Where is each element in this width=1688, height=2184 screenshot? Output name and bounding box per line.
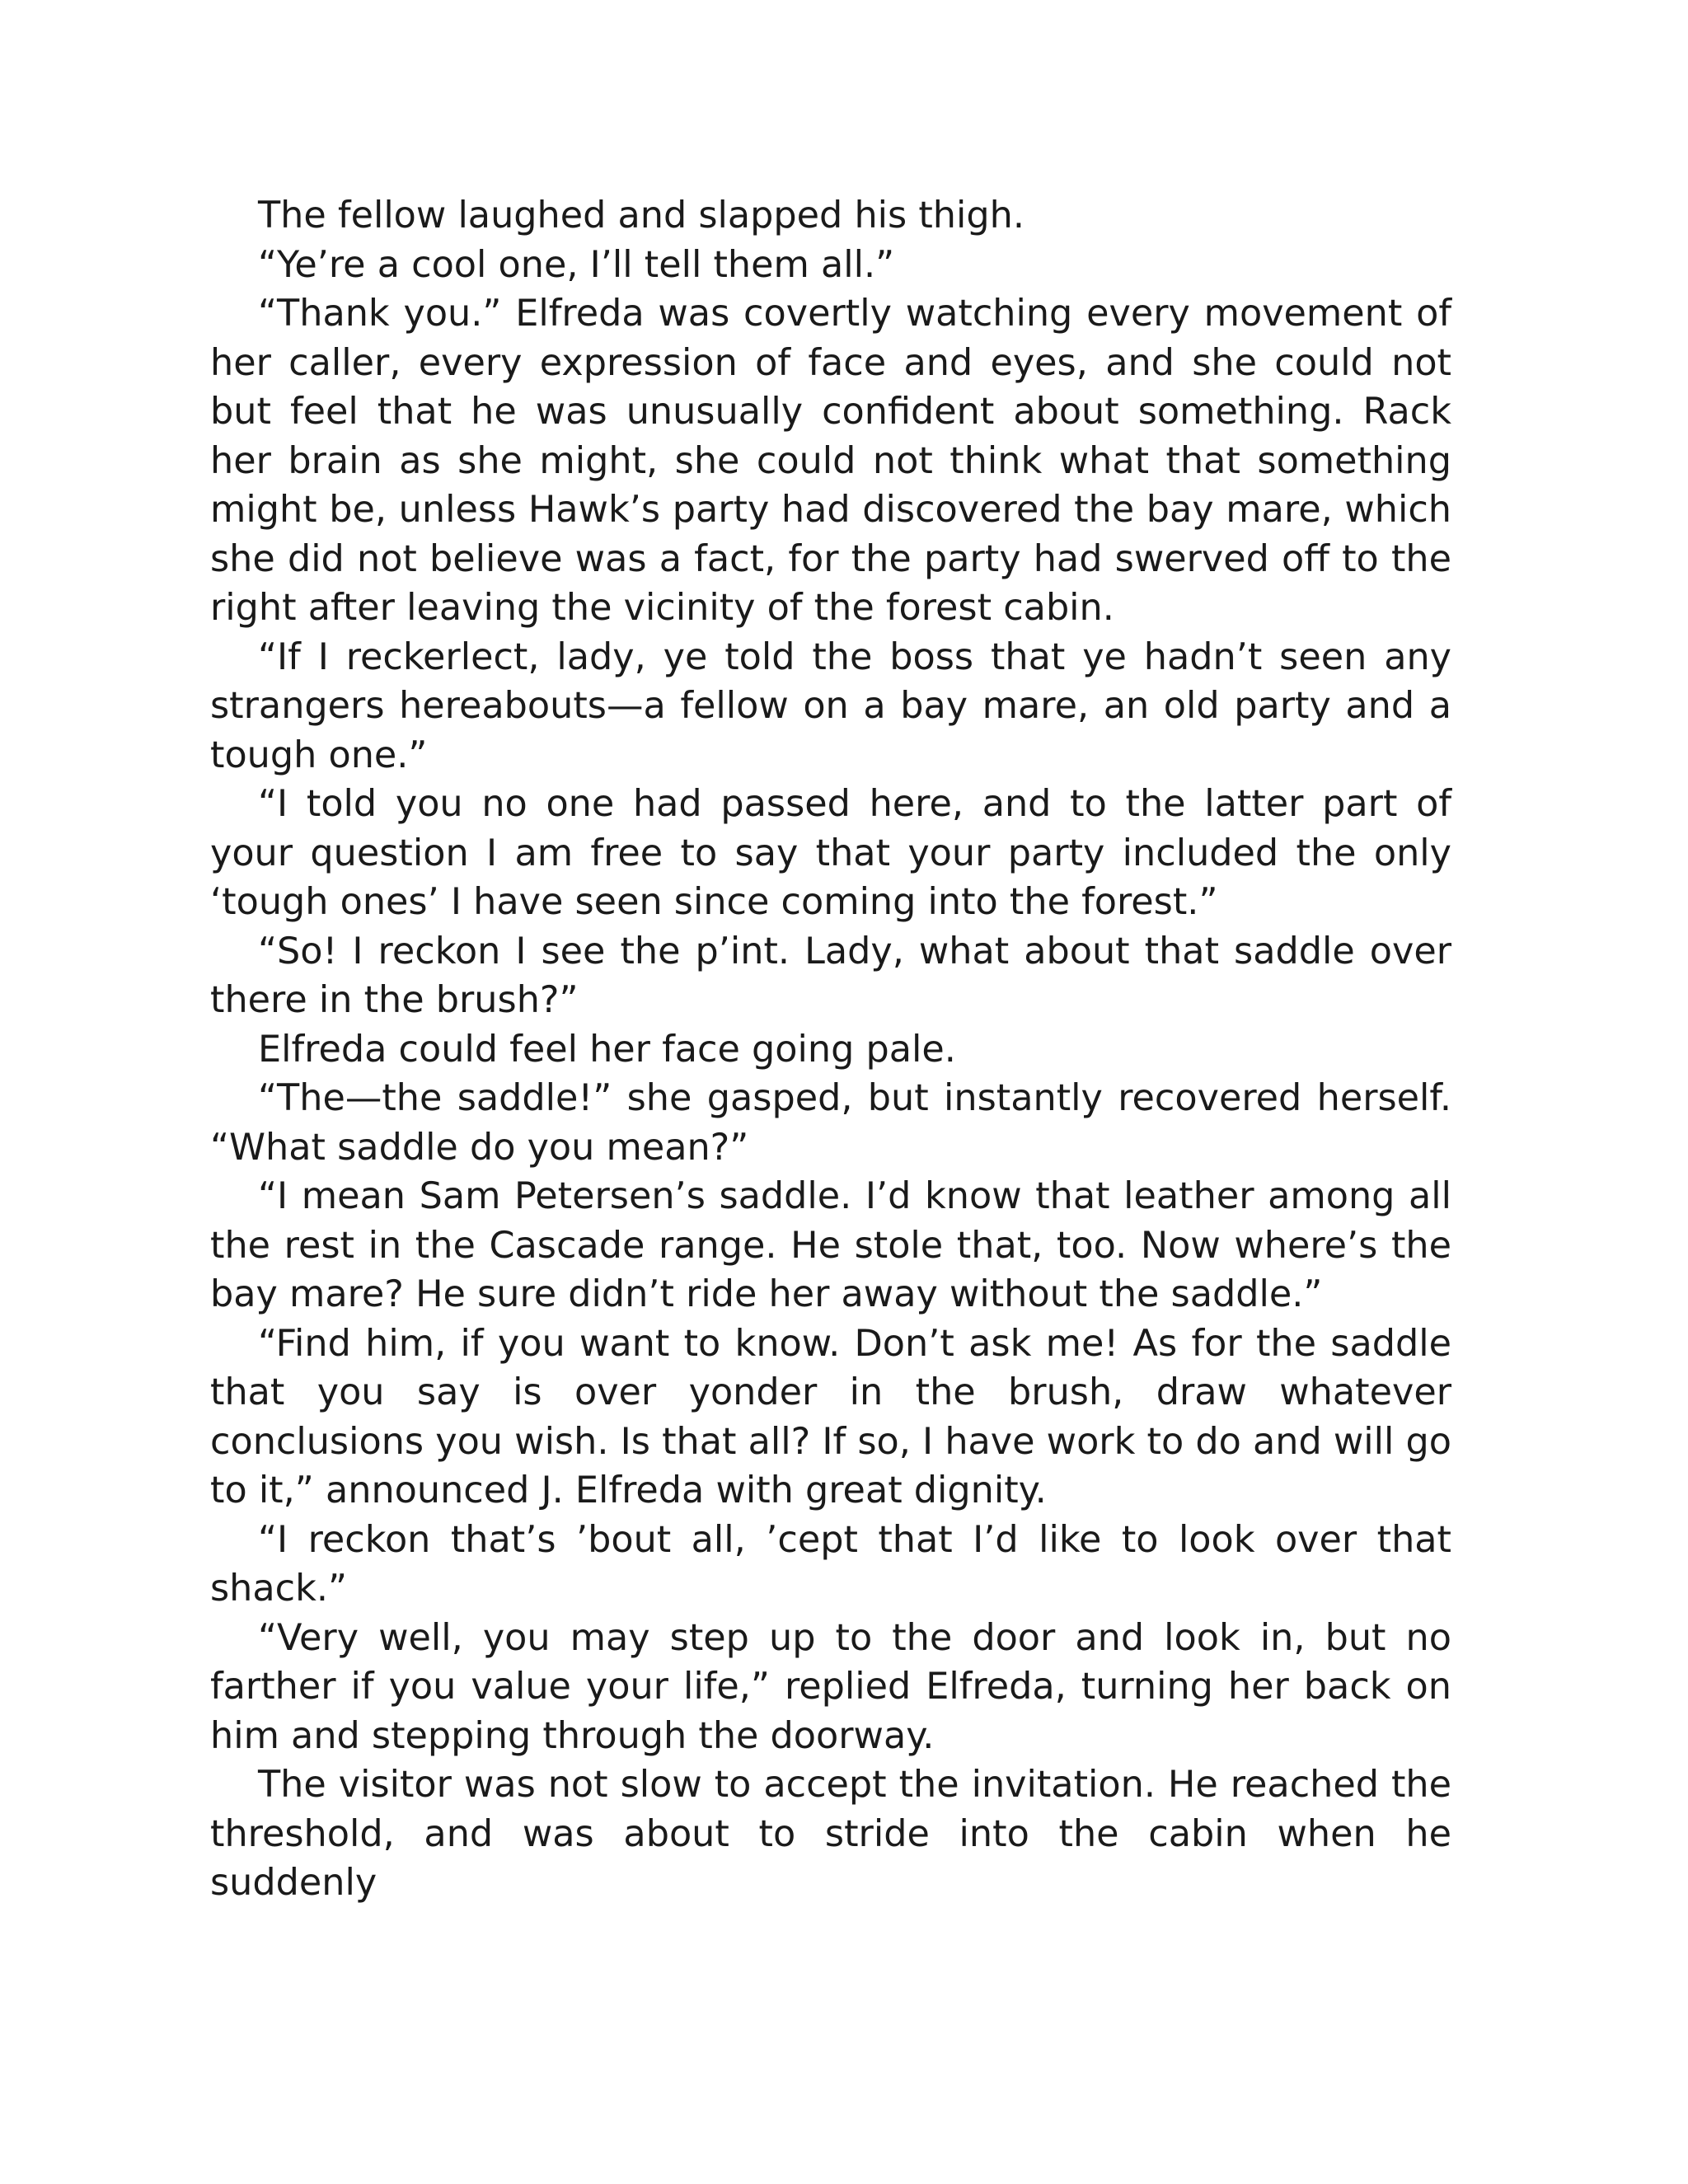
paragraph-9: “I mean Sam Petersen’s saddle. I’d know that leather among all the rest in the Cascade range. He stole that, too. Now where’s the bay mare? He sure didn’t ride her away without the saddle.” bbox=[210, 1175, 1451, 1315]
paragraph-5: “I told you no one had passed here, and to the latter part of your question I am free to say that your party included the only ‘tough ones’ I have seen since coming into the forest.” bbox=[210, 783, 1451, 923]
paragraph-4: “If I reckerlect, lady, ye told the boss that ye hadn’t seen any strangers hereabouts—a fellow on a bay mare, an old party and a tough one.” bbox=[210, 635, 1451, 776]
paragraph-10: “Find him, if you want to know. Don’t ask me! As for the saddle that you say is over yonder in the brush, draw whatever conclusions you wish. Is that all? If so, I have work to do and will go to it,” announced J. Elfreda with great dignity. bbox=[210, 1322, 1451, 1511]
paragraph-3: “Thank you.” Elfreda was covertly watching every movement of her caller, every expression of face and eyes, and she could not but feel that he was unusually confident about something. Rack her brain as she might, she could not think what that something might be, unless Hawk’s party had discovered the bay mare, which she did not believe was a fact, for the party had swerved off to the right after leaving the vicinity of the forest cabin. bbox=[210, 293, 1451, 629]
paragraph-13: The visitor was not slow to accept the invitation. He reached the threshold, and was about to stride into the cabin when he suddenly bbox=[210, 1764, 1451, 1904]
paragraph-1: The fellow laughed and slapped his thigh. bbox=[258, 194, 1025, 237]
paragraph-6: “So! I reckon I see the p’int. Lady, what about that saddle over there in the brush?” bbox=[210, 930, 1451, 1021]
paragraph-12: “Very well, you may step up to the door and look in, but no farther if you value your life,” replied Elfreda, turning her back on him and stepping through the doorway. bbox=[210, 1616, 1451, 1757]
paragraph-7: Elfreda could feel her face going pale. bbox=[258, 1028, 956, 1071]
page-body-text bbox=[210, 191, 1451, 1908]
paragraph-2: “Ye’re a cool one, I’ll tell them all.” bbox=[258, 243, 895, 286]
paragraph-11: “I reckon that’s ’bout all, ’cept that I’d like to look over that shack.” bbox=[210, 1518, 1451, 1610]
paragraph-8: “The—the saddle!” she gasped, but instantly recovered herself. “What saddle do you mean?” bbox=[210, 1077, 1451, 1169]
